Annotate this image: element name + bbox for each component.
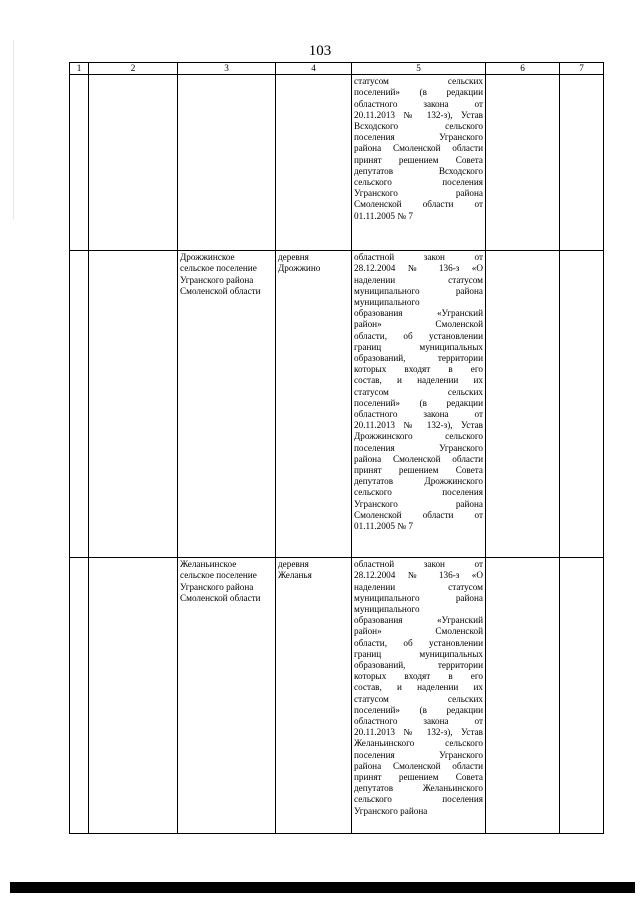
cell-text-line: принят решением Совета bbox=[354, 465, 483, 476]
page-number: 103 bbox=[308, 43, 332, 59]
cell-text-line: муниципального района bbox=[354, 592, 483, 603]
cell-text-line: границ муниципальных bbox=[354, 341, 483, 352]
cell-legal-basis bbox=[352, 75, 486, 251]
cell-settlement bbox=[178, 75, 276, 251]
cell-center bbox=[276, 251, 352, 558]
cell-text-line: сельское поселение bbox=[180, 263, 257, 274]
cell-center bbox=[276, 75, 352, 251]
cell-text-line: Угранского района bbox=[180, 581, 254, 592]
cell-text-line: состав, и наделении их bbox=[354, 682, 483, 693]
cell-text-line: статусом сельских bbox=[354, 76, 483, 87]
cell-text-line: Желаньинского сельского bbox=[354, 738, 483, 749]
cell-text-line: деревня bbox=[278, 252, 309, 263]
cell-text-line: которых входят в его bbox=[354, 364, 483, 375]
cell-text-line: принят решением Совета bbox=[354, 154, 483, 165]
cell-settlement bbox=[178, 558, 276, 834]
cell-text-line: Дрожжинское bbox=[180, 252, 235, 263]
table-row bbox=[70, 75, 604, 251]
cell-text-line: границ муниципальных bbox=[354, 648, 483, 659]
cell-text-line: наделении статусом bbox=[354, 581, 483, 592]
cell-text-line: 20.11.2013 № 132-з), Устав bbox=[354, 727, 483, 738]
column-header: 4 bbox=[276, 63, 352, 75]
cell-col6 bbox=[486, 558, 560, 834]
cell-text-line: сельского поселения bbox=[354, 487, 483, 498]
cell-text-line: поселения Угранского bbox=[354, 442, 483, 453]
cell-text-line: деревня bbox=[278, 559, 309, 570]
scan-edge-mark bbox=[13, 40, 14, 220]
cell-text-line: состав, и наделении их bbox=[354, 375, 483, 386]
cell-text-line: депутатов Дрожжинского bbox=[354, 476, 483, 487]
cell-col1 bbox=[70, 75, 89, 251]
cell-text-line: поселения Угранского bbox=[354, 132, 483, 143]
cell-text-line: областной закон от bbox=[354, 559, 483, 570]
cell-text-line: образований, территории bbox=[354, 353, 483, 364]
cell-text-line: принят решением Совета bbox=[354, 772, 483, 783]
cell-text-line: образования «Угранский bbox=[354, 308, 483, 319]
cell-text-line: депутатов Всходского bbox=[354, 165, 483, 176]
column-header: 3 bbox=[178, 63, 276, 75]
cell-text-line: поселений» (в редакции bbox=[354, 704, 483, 715]
cell-text-line: 20.11.2013 № 132-з), Устав bbox=[354, 109, 483, 120]
cell-text-line: Дрожжино bbox=[278, 263, 321, 274]
document-table bbox=[69, 62, 604, 834]
cell-text-line: муниципального bbox=[354, 297, 420, 308]
cell-text-line: района Смоленской области bbox=[354, 143, 483, 154]
cell-text-line: Смоленской области от bbox=[354, 199, 483, 210]
cell-text-line: Угранского района bbox=[354, 498, 483, 509]
cell-text-line: 28.12.2004 № 136-з «О bbox=[354, 570, 483, 581]
cell-text-line: 20.11.2013 № 132-з), Устав bbox=[354, 420, 483, 431]
cell-text-line: поселения Угранского bbox=[354, 749, 483, 760]
cell-text-line: района Смоленской области bbox=[354, 453, 483, 464]
cell-text-line: район» Смоленской bbox=[354, 626, 483, 637]
cell-legal-basis bbox=[352, 558, 486, 834]
cell-text-line: Угранского района bbox=[354, 188, 483, 199]
table-row bbox=[70, 558, 604, 834]
cell-text-line: области, об установлении bbox=[354, 330, 483, 341]
cell-center bbox=[276, 558, 352, 834]
cell-text-line: муниципального района bbox=[354, 285, 483, 296]
cell-text-line: поселений» (в редакции bbox=[354, 397, 483, 408]
cell-text-line: 01.11.2005 № 7 bbox=[354, 521, 413, 532]
cell-text-line: Угранского района bbox=[180, 274, 254, 285]
cell-col2 bbox=[89, 251, 178, 558]
cell-text-line: области, об установлении bbox=[354, 637, 483, 648]
cell-text-line: сельское поселение bbox=[180, 570, 257, 581]
column-header: 5 bbox=[352, 63, 486, 75]
cell-col7 bbox=[560, 558, 604, 834]
cell-text-line: областного закона от bbox=[354, 98, 483, 109]
cell-text-line: Смоленской области от bbox=[354, 509, 483, 520]
cell-text-line: депутатов Желаньинского bbox=[354, 783, 483, 794]
cell-col7 bbox=[560, 251, 604, 558]
cell-text-line: Смоленской области bbox=[180, 592, 261, 603]
cell-text-line: которых входят в его bbox=[354, 671, 483, 682]
column-header: 2 bbox=[89, 63, 178, 75]
cell-text-line: областного закона от bbox=[354, 409, 483, 420]
cell-text-line: поселений» (в редакции bbox=[354, 87, 483, 98]
cell-text-line: Желаньинское bbox=[180, 559, 237, 570]
cell-text-line: 28.12.2004 № 136-з «О bbox=[354, 263, 483, 274]
cell-text-line: района Смоленской области bbox=[354, 760, 483, 771]
cell-text-line: Дрожжинского сельского bbox=[354, 431, 483, 442]
table-header-row bbox=[70, 63, 604, 75]
column-header: 1 bbox=[70, 63, 89, 75]
cell-col6 bbox=[486, 75, 560, 251]
cell-text-line: муниципального bbox=[354, 604, 420, 615]
cell-text-line: статусом сельских bbox=[354, 386, 483, 397]
cell-text-line: сельского поселения bbox=[354, 794, 483, 805]
cell-col7 bbox=[560, 75, 604, 251]
cell-text-line: Угранского района bbox=[354, 805, 428, 816]
cell-text-line: Желанья bbox=[278, 570, 312, 581]
cell-col2 bbox=[89, 75, 178, 251]
cell-col6 bbox=[486, 251, 560, 558]
cell-legal-basis bbox=[352, 251, 486, 558]
cell-settlement bbox=[178, 251, 276, 558]
cell-text-line: Смоленской области bbox=[180, 285, 261, 296]
cell-text-line: 01.11.2005 № 7 bbox=[354, 210, 413, 221]
cell-text-line: образования «Угранский bbox=[354, 615, 483, 626]
cell-col2 bbox=[89, 558, 178, 834]
table-row bbox=[70, 251, 604, 558]
column-header: 6 bbox=[486, 63, 560, 75]
cell-col1 bbox=[70, 558, 89, 834]
cell-col1 bbox=[70, 251, 89, 558]
cell-text-line: областной закон от bbox=[354, 252, 483, 263]
scan-footer-bar bbox=[10, 882, 635, 893]
cell-text-line: сельского поселения bbox=[354, 177, 483, 188]
cell-text-line: образований, территории bbox=[354, 660, 483, 671]
cell-text-line: наделении статусом bbox=[354, 274, 483, 285]
column-header: 7 bbox=[560, 63, 604, 75]
cell-text-line: статусом сельских bbox=[354, 693, 483, 704]
cell-text-line: Всходского сельского bbox=[354, 121, 483, 132]
cell-text-line: район» Смоленской bbox=[354, 319, 483, 330]
cell-text-line: областного закона от bbox=[354, 716, 483, 727]
